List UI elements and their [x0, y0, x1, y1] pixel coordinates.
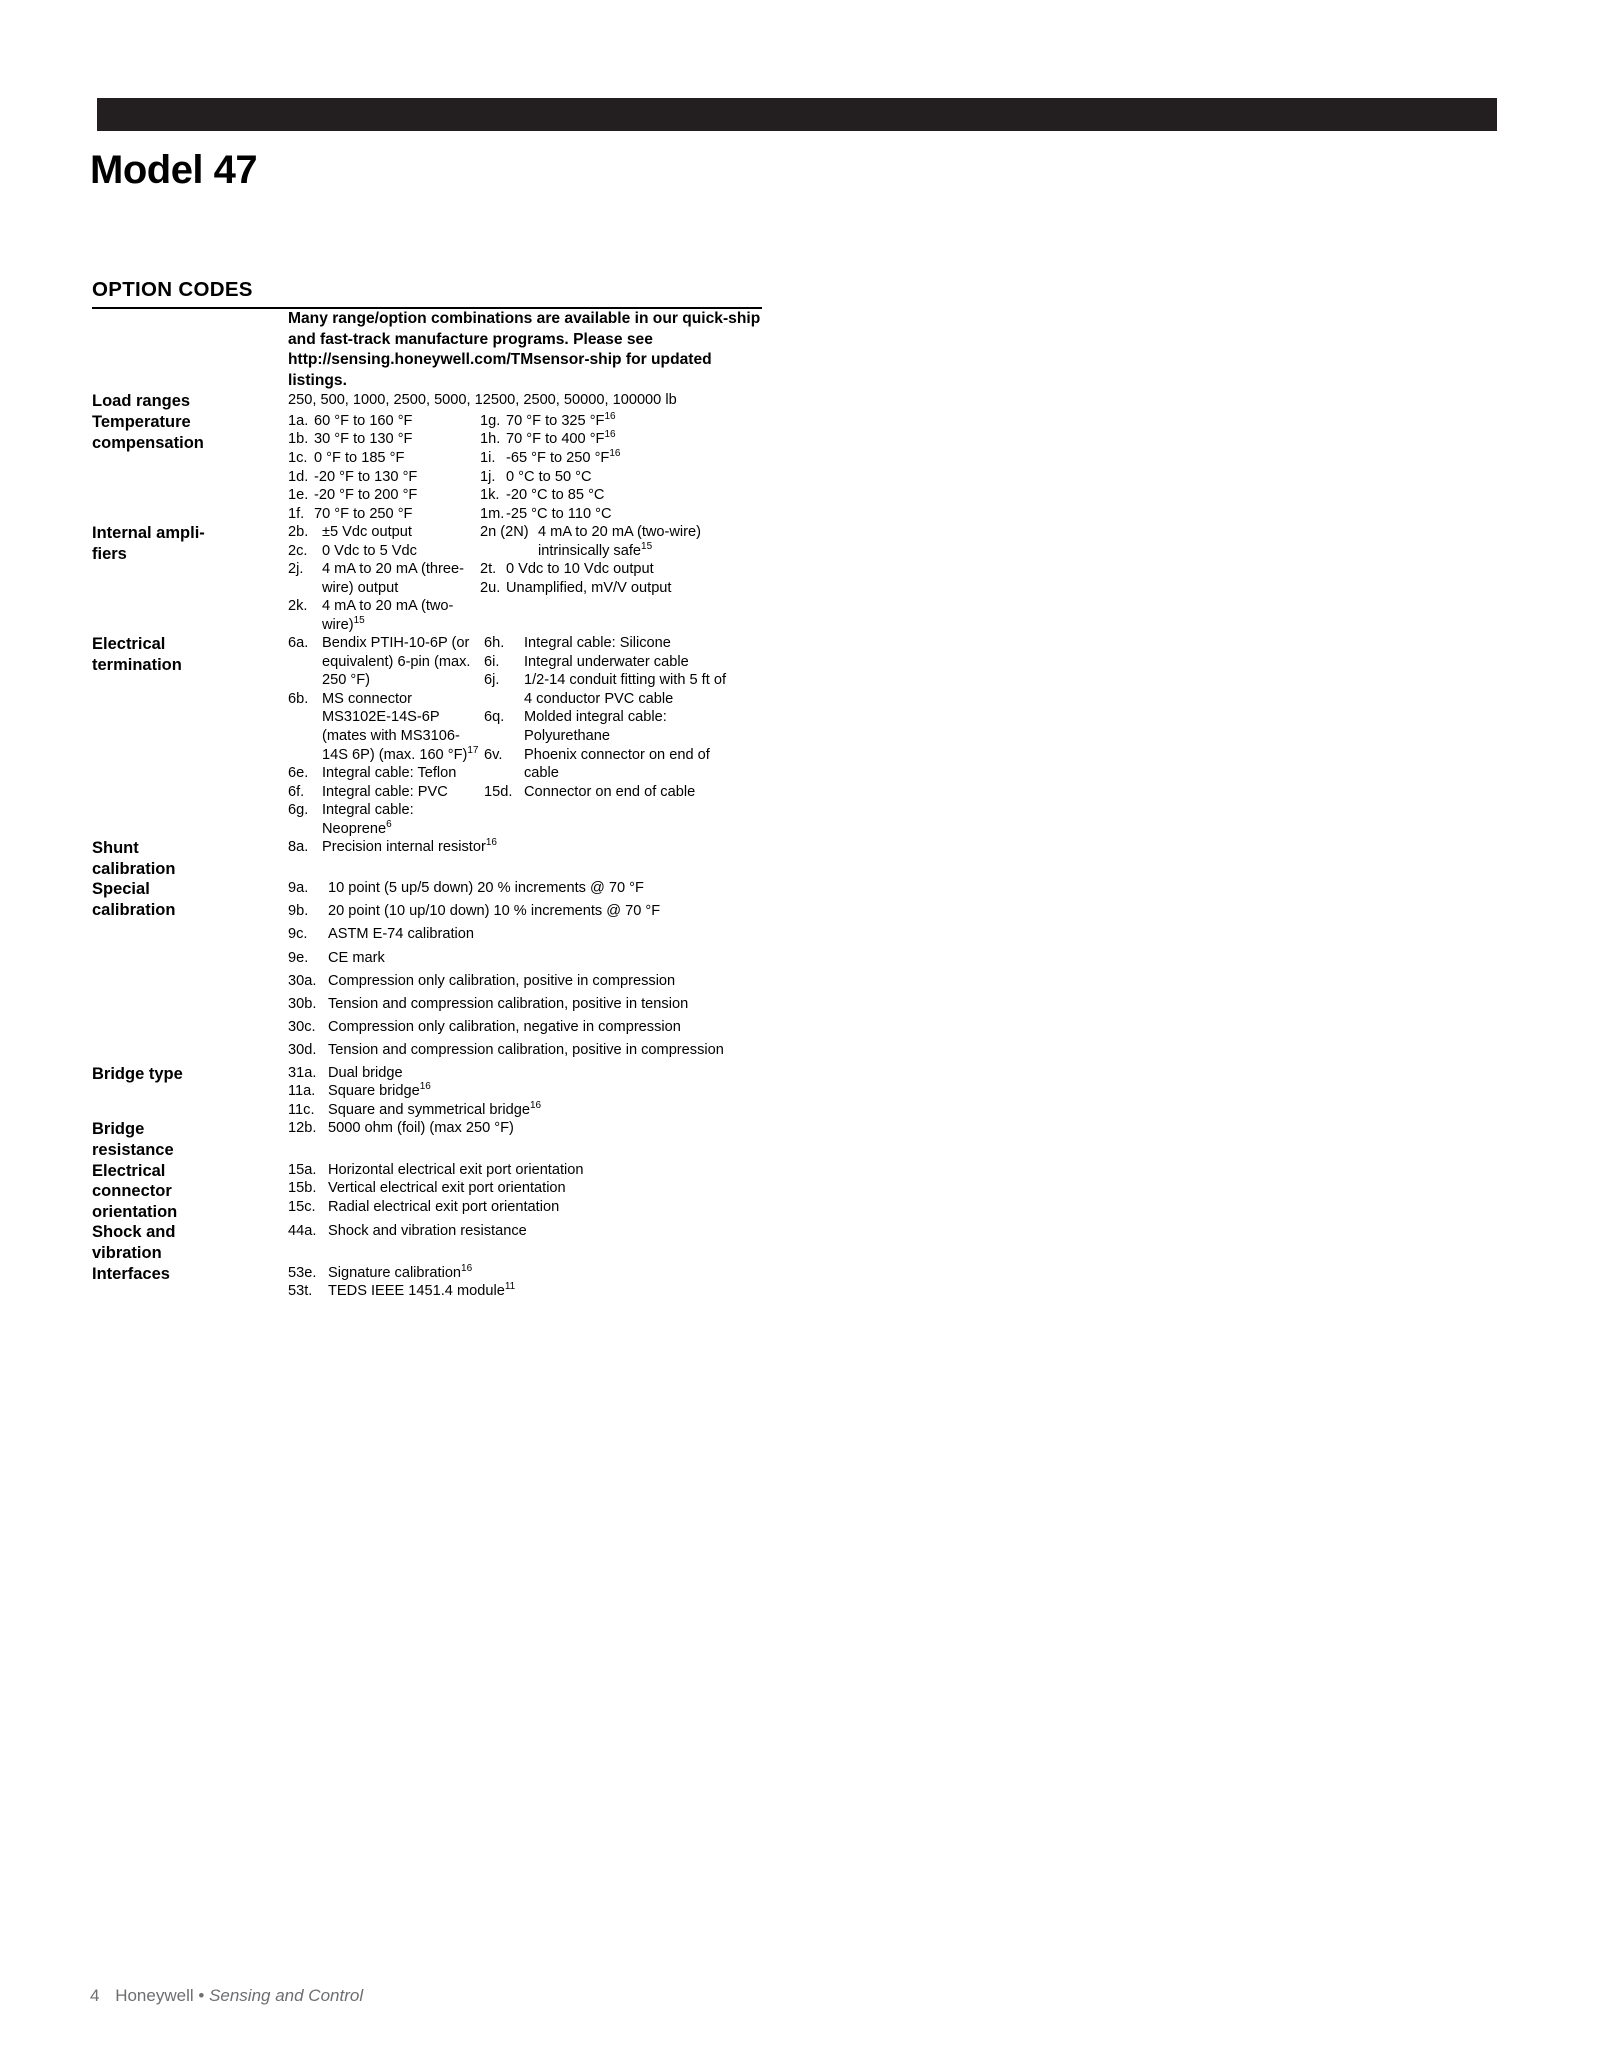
list-item: 6a. Bendix PTIH-10-6P (or equivalent) 6-pin (max. 250 °F): [288, 635, 471, 689]
section-heading: OPTION CODES: [92, 278, 253, 301]
row-label-shock-and-vibration: Shock and vibration: [92, 1223, 176, 1262]
row-value-shunt-calibration: [288, 838, 762, 879]
page-footer: [90, 1986, 363, 2006]
footer-company: Honeywell: [115, 1986, 194, 2005]
list-item: 1e. -20 °F to 200 °F: [288, 487, 418, 504]
footer-separator: •: [198, 1986, 205, 2005]
list-item: 2k. 4 mA to 20 mA (two-wire)$^{15}$: [288, 598, 454, 633]
list-item: 2n (2N) 4 mA to 20 mA (two-wire) intrinsically safe$^{15}$: [480, 524, 702, 559]
list-item: 6i. Integral underwater cable: [484, 653, 689, 670]
list-item: 9e. CE mark: [288, 949, 385, 966]
row-value-internal-amplifiers: [288, 523, 762, 634]
row-value-electrical-termination: [288, 634, 762, 838]
list-item: 6q. Molded integral cable: Polyurethane: [484, 709, 667, 744]
list-item: 31a. Dual bridge: [288, 1064, 403, 1081]
list-item: 8a. Precision internal resistor$^{16}$: [288, 837, 497, 856]
list-item: 15c. Radial electrical exit port orientation: [288, 1198, 560, 1215]
row-label-electrical-connector-orientation: Electrical connector orientation: [92, 1161, 178, 1221]
termination-col-a: [288, 634, 484, 838]
footer-division: Sensing and Control: [209, 1986, 364, 2005]
list-item: 12b. 5000 ohm (foil) (max 250 °F): [288, 1120, 514, 1137]
row-value-bridge-resistance: [288, 1119, 762, 1160]
list-item: 1g. 70 °F to 325 $^\circ F^{16}$: [480, 411, 616, 429]
list-item: 6b. MS connector MS3102E-14S-6P (mates with MS3106-14S 6P) (max. 160 °F)$^{17}$: [288, 690, 479, 763]
table-row: [92, 1119, 762, 1160]
table-row: [92, 391, 762, 412]
list-item: 30a. Compression only calibration, positive in compression: [288, 972, 676, 989]
table-row: [92, 412, 762, 523]
row-value-special-calibration: [288, 879, 762, 1063]
amplifiers-col-b: [480, 523, 730, 634]
header-black-bar: [97, 98, 1497, 131]
list-item: 9c. ASTM E-74 calibration: [288, 926, 474, 943]
row-label-special-calibration: Special calibration: [92, 880, 176, 920]
list-item: 2j. 4 mA to 20 mA (three-wire) output: [288, 561, 464, 596]
footer-page-number: 4: [90, 1986, 100, 2005]
list-item: 30c. Compression only calibration, negative in compression: [288, 1018, 681, 1035]
list-item: 1j. 0 °C to 50 °C: [480, 468, 592, 485]
list-item: 1k. -20 °C to 85 °C: [480, 487, 605, 504]
table-row: [92, 523, 762, 634]
intro-text: Many range/option combinations are available in our quick-ship and fast-track manufacture programs. Please see http://sensing.honeywell.com/TMsensor-ship for updated listings.: [288, 310, 761, 389]
row-value-bridge-type: [288, 1064, 762, 1120]
row-label-electrical-termination: Electrical termination: [92, 635, 182, 674]
table-row: [92, 879, 762, 1063]
row-label-load-ranges: Load ranges: [92, 392, 191, 411]
row-label-internal-amplifiers: Internal ampli- fiers: [92, 524, 205, 563]
list-item: 53e. Signature calibration$^{16}$: [288, 1262, 473, 1281]
list-item: 15a. Horizontal electrical exit port orientation: [288, 1161, 584, 1178]
list-item: 15d. Connector on end of cable: [484, 783, 696, 800]
list-item: 9a. 10 point (5 up/5 down) 20 % increments @ 70 °F: [288, 880, 644, 897]
list-item: 11c. Square and symmetrical bridge$^{16}$: [288, 1099, 542, 1118]
row-value-interfaces: [288, 1264, 762, 1301]
list-item: 2c. 0 Vdc to 5 Vdc: [288, 542, 417, 559]
list-item: 6g. Integral cable: Neoprene$^6$: [288, 802, 414, 837]
row-label-bridge-resistance: Bridge resistance: [92, 1120, 174, 1159]
row-label-temperature-compensation: Temperature compensation: [92, 412, 204, 452]
list-item: 15b. Vertical electrical exit port orientation: [288, 1180, 566, 1197]
list-item: 9b. 20 point (10 up/10 down) 10 % increments @ 70 °F: [288, 903, 661, 920]
row-value-shock-and-vibration: [288, 1222, 762, 1263]
list-item: 1b. 30 °F to 130 °F: [288, 431, 413, 448]
row-value-load-ranges: 250, 500, 1000, 2500, 5000, 12500, 2500, 50000, 100000 lb: [288, 392, 677, 409]
amplifiers-col-a: [288, 523, 480, 634]
termination-col-b: [484, 634, 730, 838]
row-label-interfaces: Interfaces: [92, 1264, 170, 1283]
list-item: 6h. Integral cable: Silicone: [484, 635, 671, 652]
list-item: 1c. 0 °F to 185 °F: [288, 450, 405, 466]
list-item: 1m. -25 °C to 110 °C: [480, 505, 612, 522]
list-item: 30d. Tension and compression calibration, positive in compression: [288, 1041, 724, 1058]
list-item: 1i. -65 °F to 250 $^\circ F^{16}$: [480, 448, 621, 466]
list-item: 6e. Integral cable: Teflon: [288, 765, 457, 782]
list-item: 1f. 70 °F to 250 °F: [288, 505, 413, 522]
table-row: [92, 1222, 762, 1263]
option-codes-table: [92, 307, 762, 1301]
list-item: 1d. -20 °F to 130 °F: [288, 468, 418, 485]
list-item: 2b. ±5 Vdc output: [288, 524, 412, 541]
list-item: 6f. Integral cable: PVC: [288, 783, 448, 800]
row-label-shunt-calibration: Shunt calibration: [92, 839, 176, 878]
page-title: Model 47: [90, 148, 258, 192]
list-item: 2t. 0 Vdc to 10 Vdc output: [480, 561, 654, 578]
table-row: [92, 1161, 762, 1223]
table-row: [92, 1264, 762, 1301]
list-item: 30b. Tension and compression calibration, positive in tension: [288, 995, 689, 1012]
list-item: 53t. TEDS IEEE 1451.4 module$^{11}$: [288, 1281, 516, 1300]
row-value-electrical-connector-orientation: [288, 1161, 762, 1223]
row-value-temperature-compensation: [288, 412, 762, 523]
list-item: 44a. Shock and vibration resistance: [288, 1223, 527, 1240]
list-item: 11a. Square bridge$^{16}$: [288, 1081, 431, 1100]
list-item: 1a. 60 °F to 160 °F: [288, 412, 413, 429]
list-item: 6j. 1/2-14 conduit fitting with 5 ft of 4 conductor PVC cable: [484, 672, 726, 707]
intro-label-cell: [92, 309, 288, 391]
list-item: 2u. Unamplified, mV/V output: [480, 579, 672, 596]
table-row: [92, 634, 762, 838]
list-item: 1h. 70 °F to 400 $^\circ F^{16}$: [480, 429, 616, 448]
list-item: 6v. Phoenix connector on end of cable: [484, 746, 710, 782]
table-row: [92, 1064, 762, 1120]
temp-comp-col-b: [480, 412, 730, 523]
row-label-bridge-type: Bridge type: [92, 1064, 183, 1083]
table-row: [92, 838, 762, 879]
temp-comp-col-a: [288, 412, 480, 523]
table-row: [92, 309, 762, 391]
